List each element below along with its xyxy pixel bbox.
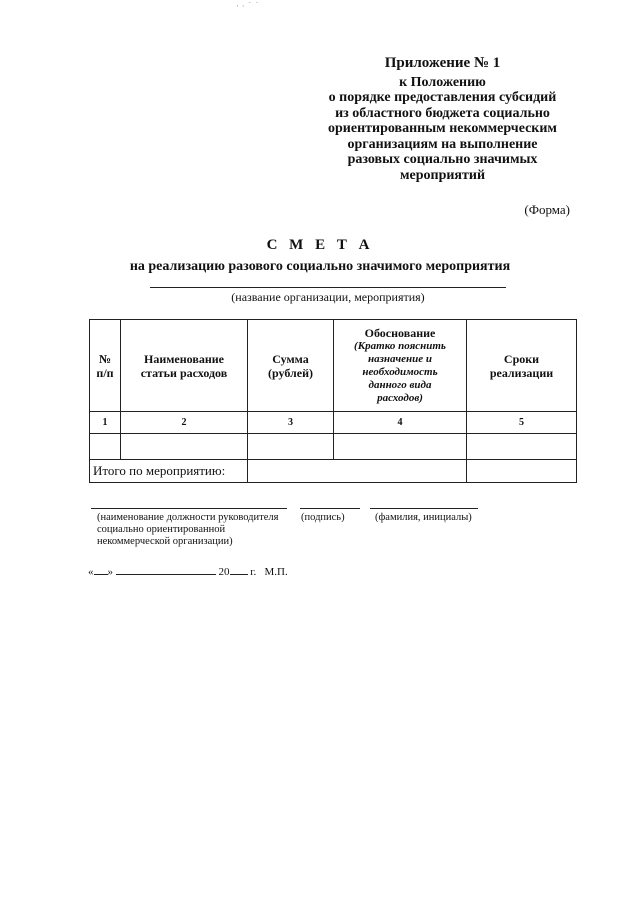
form-label: (Форма) bbox=[524, 202, 570, 217]
signature-caption: (подпись) bbox=[301, 512, 345, 523]
header-terms bbox=[467, 320, 577, 412]
year-suffix: г. bbox=[250, 566, 257, 578]
stamp-label: М.П. bbox=[264, 566, 288, 578]
org-name-line bbox=[150, 287, 506, 288]
position-line bbox=[91, 508, 287, 509]
empty-cell bbox=[248, 434, 334, 460]
appendix-line: к Положению bbox=[399, 74, 486, 90]
header-item-label: Наименование статьи расходов bbox=[140, 351, 228, 380]
signature-line bbox=[300, 508, 360, 509]
appendix-line: из областного бюджета социально bbox=[335, 105, 550, 121]
table-header-row bbox=[90, 320, 577, 412]
date-line bbox=[88, 565, 288, 578]
header-basis-title: Обоснование bbox=[364, 326, 436, 340]
appendix-line: разовых социально значимых bbox=[347, 152, 538, 167]
col-number-cell: 1 bbox=[90, 412, 121, 434]
scan-marks: · · ˙ ˙ bbox=[236, 2, 260, 12]
empty-cell bbox=[121, 434, 248, 460]
header-basis-note: (Кратко пояснить назначение и необходимость данного вида расходов) bbox=[354, 340, 446, 404]
column-number-row bbox=[90, 412, 577, 434]
header-item bbox=[121, 320, 248, 412]
empty-cell bbox=[334, 434, 467, 460]
position-caption: (наименование должности руководителя социально ориентированной некоммерческой организации) bbox=[97, 512, 279, 547]
day-blank bbox=[94, 565, 108, 575]
header-sum bbox=[248, 320, 334, 412]
month-blank bbox=[116, 565, 216, 575]
name-line bbox=[370, 508, 478, 509]
total-row bbox=[90, 460, 577, 483]
total-sum-cell bbox=[248, 460, 467, 483]
table-row bbox=[90, 434, 577, 460]
document-title: С М Е Т А bbox=[266, 237, 374, 253]
col-number-cell: 3 bbox=[248, 412, 334, 434]
appendix-line: ориентированным некоммерческим bbox=[328, 121, 557, 136]
col-number-cell: 4 bbox=[334, 412, 467, 434]
total-label: Итого по мероприятию: bbox=[90, 460, 248, 483]
year-prefix: 20 bbox=[218, 566, 230, 578]
org-name-caption: (название организации, мероприятия) bbox=[231, 290, 425, 304]
name-caption: (фамилия, инициалы) bbox=[375, 512, 472, 523]
col-number-cell: 5 bbox=[467, 412, 577, 434]
appendix-line: о порядке предоставления субсидий bbox=[328, 90, 557, 105]
appendix-line: мероприятий bbox=[399, 167, 486, 183]
estimate-table bbox=[89, 319, 577, 483]
appendix-header bbox=[300, 56, 585, 183]
empty-cell bbox=[467, 434, 577, 460]
header-num bbox=[90, 320, 121, 412]
header-terms-label: Сроки реализации bbox=[489, 351, 554, 380]
year-blank bbox=[230, 565, 248, 575]
document-subtitle: на реализацию разового социально значимого мероприятия bbox=[129, 259, 511, 274]
header-basis bbox=[334, 320, 467, 412]
empty-cell bbox=[90, 434, 121, 460]
open-quote: « bbox=[88, 566, 94, 578]
close-quote: » bbox=[107, 566, 113, 578]
appendix-title: Приложение № 1 bbox=[384, 55, 501, 71]
header-num-label: № п/п bbox=[96, 351, 114, 380]
header-sum-label: Сумма (рублей) bbox=[267, 351, 314, 380]
total-terms-cell bbox=[467, 460, 577, 483]
col-number-cell: 2 bbox=[121, 412, 248, 434]
appendix-line: организациям на выполнение bbox=[347, 136, 538, 152]
